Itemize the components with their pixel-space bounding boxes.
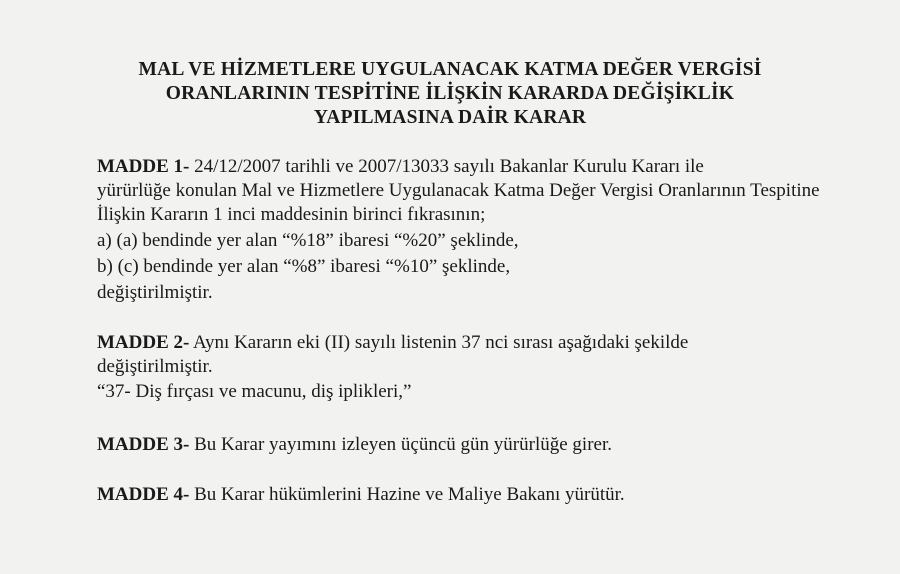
article-4-label: MADDE 4- (97, 484, 190, 505)
article-2-quote: “37- Diş fırçası ve macunu, diş iplikleri,” (97, 381, 412, 402)
article-4-text: Bu Karar hükümlerini Hazine ve Maliye Bakanı yürütür. (189, 484, 625, 505)
article-2-first-line (97, 331, 688, 355)
title-line-3: YAPILMASINA DAİR KARAR (313, 107, 587, 128)
article-1-item-b: b) (c) bendinde yer alan “%8” ibaresi “%10” şeklinde, (97, 256, 511, 277)
article-3-line (97, 433, 612, 457)
article-1-label: MADDE 1- (97, 156, 190, 177)
article-1-item-a: a) (a) bendinde yer alan “%18” ibaresi “%20” şeklinde, (97, 230, 519, 251)
article-1-text-line-2: yürürlüğe konulan Mal ve Hizmetlere Uygulanacak Katma Değer Vergisi Oranlarının Tespitine (97, 180, 820, 201)
article-1-text-line-3: İlişkin Kararın 1 inci maddesinin birinci fıkrasının; (97, 204, 486, 225)
title-line-2: ORANLARININ TESPİTİNE İLİŞKİN KARARDA DEĞİŞİKLİK (165, 83, 735, 104)
article-3-text: Bu Karar yayımını izleyen üçüncü gün yürürlüğe girer. (189, 434, 612, 455)
article-2-text-line-2: değiştirilmiştir. (97, 356, 213, 377)
article-4-line (97, 483, 625, 507)
article-3-label: MADDE 3- (97, 434, 190, 455)
article-2-text-line-1: Aynı Kararın eki (II) sayılı listenin 37 nci sırası aşağıdaki şekilde (189, 332, 689, 353)
article-1-closing: değiştirilmiştir. (97, 282, 213, 303)
title-line-1: MAL VE HİZMETLERE UYGULANACAK KATMA DEĞER VERGİSİ (138, 59, 762, 80)
article-1-text-line-1: 24/12/2007 tarihli ve 2007/13033 sayılı Bakanlar Kurulu Kararı ile (189, 156, 704, 177)
article-2-label: MADDE 2- (97, 332, 190, 353)
